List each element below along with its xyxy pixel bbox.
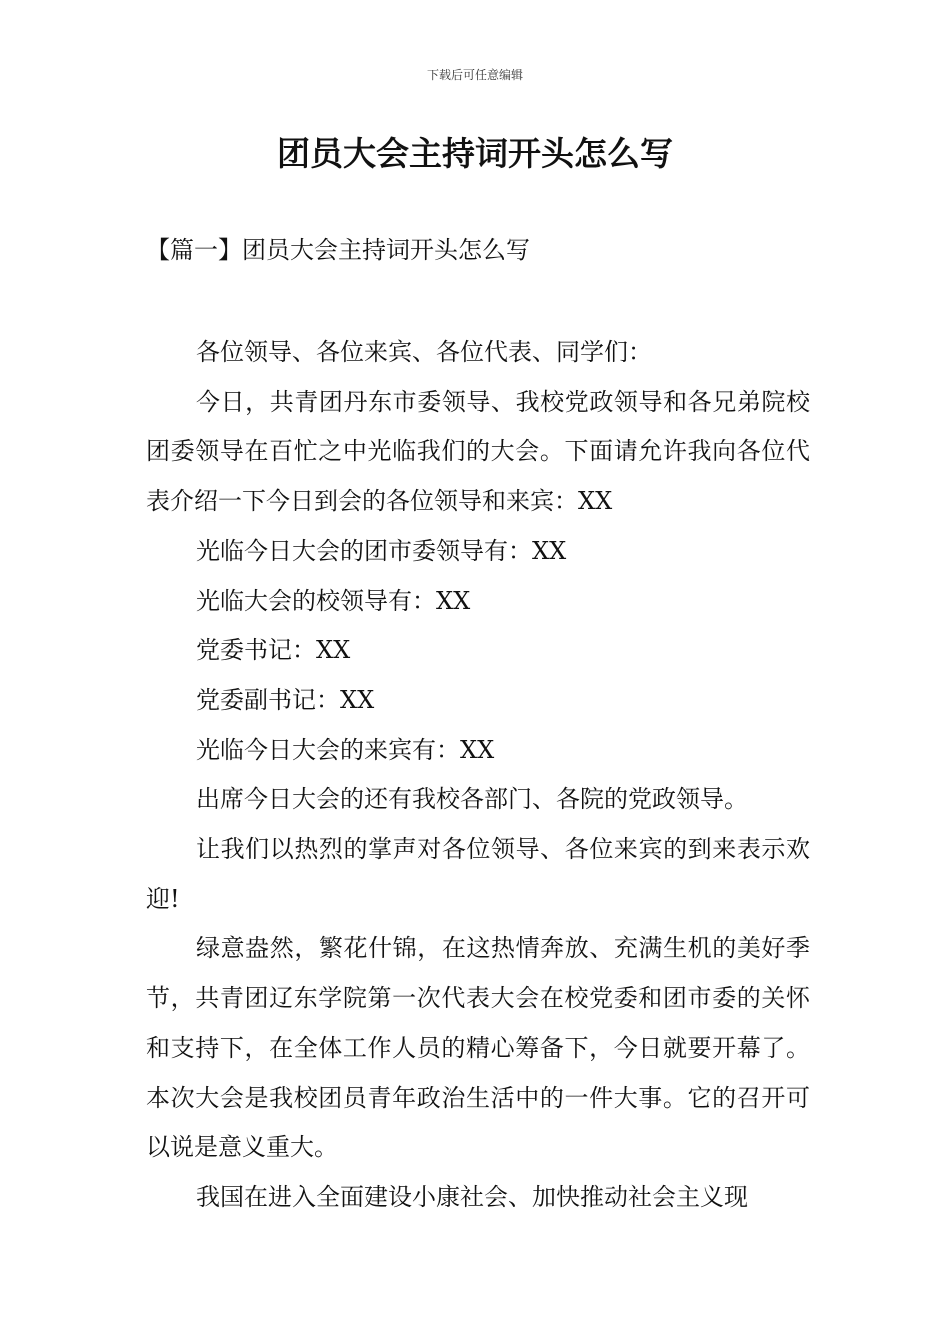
document-body xyxy=(146,328,810,1223)
paragraph: 让我们以热烈的掌声对各位领导、各位来宾的到来表示欢迎! xyxy=(146,835,810,913)
paragraph: 光临今日大会的团市委领导有：XX xyxy=(196,536,567,565)
paragraph: 我国在进入全面建设小康社会、加快推动社会主义现 xyxy=(196,1182,748,1211)
header-note: 下载后可任意编辑 xyxy=(426,68,523,82)
section-heading: 【篇一】团员大会主持词开头怎么写 xyxy=(146,236,530,264)
paragraph: 光临大会的校领导有：XX xyxy=(196,586,471,615)
paragraph: 今日，共青团丹东市委领导、我校党政领导和各兄弟院校团委领导在百忙之中光临我们的大会。下面请允许我向各位代表介绍一下今日到会的各位领导和来宾：XX xyxy=(146,387,810,516)
paragraph: 党委书记：XX xyxy=(196,636,351,665)
paragraph: 绿意盎然，繁花什锦，在这热情奔放、充满生机的美好季节，共青团辽东学院第一次代表大会在校党委和团市委的关怀和支持下，在全体工作人员的精心筹备下，今日就要开幕了。本次大会是我校团员青年政治生活中的一件大事。它的召开可以说是意义重大。 xyxy=(146,934,810,1162)
paragraph: 出席今日大会的还有我校各部门、各院的党政领导。 xyxy=(196,785,748,814)
paragraph-salutation: 各位领导、各位来宾、各位代表、同学们： xyxy=(196,338,652,366)
paragraph: 光临今日大会的来宾有：XX xyxy=(196,735,495,764)
document-title: 团员大会主持词开头怎么写 xyxy=(277,134,673,173)
paragraph: 党委副书记：XX xyxy=(196,685,375,714)
